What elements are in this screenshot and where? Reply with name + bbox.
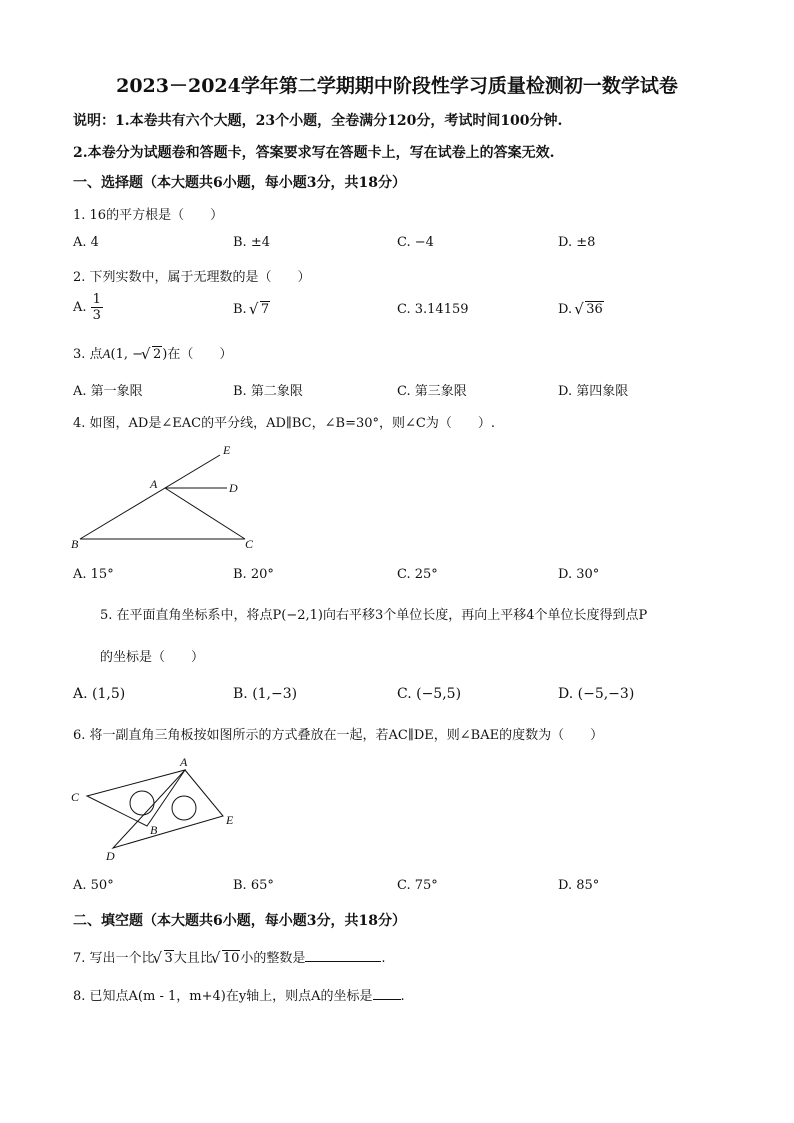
q3-option-a: A. 第一象限 (73, 384, 143, 399)
instructions-line-1: 说明：1.本卷共有六个大题，23个小题，全卷满分120分，考试时间100分钟. (73, 113, 563, 129)
q5-option-c: C. (−5,5) (397, 686, 462, 702)
triangle-set-square-1 (87, 770, 185, 826)
q4-option-b: B. 20° (233, 567, 274, 582)
q2-option-b (233, 302, 270, 317)
radicand: 10 (222, 951, 240, 966)
q8-text-end: . (400, 989, 405, 1004)
question-2-stem: 2. 下列实数中，属于无理数的是（ ） (73, 270, 311, 285)
question-5-stem-line-2: 的坐标是（ ） (100, 650, 205, 665)
instructions-line-2: 2.本卷分为试题卷和答题卡，答案要求写在答题卡上，写在试卷上的答案无效. (73, 145, 555, 161)
q7-text-3: 小的整数是 (240, 951, 306, 966)
label-c: C (71, 790, 80, 804)
q2-option-d (558, 302, 604, 317)
q3-option-d: D. 第四象限 (558, 384, 629, 399)
radicand: 7 (260, 302, 270, 317)
q8-text: 8. 已知点A(m - 1，m+4)在y轴上，则点A的坐标是 (73, 989, 373, 1004)
label-d: D (229, 481, 238, 495)
q2-option-c: C. 3.14159 (397, 302, 469, 317)
q4-figure (60, 440, 280, 552)
q6-figure (65, 752, 250, 864)
radicand: 2 (153, 347, 162, 362)
sqrt-symbol (251, 302, 270, 317)
label-e: E (223, 443, 231, 457)
sqrt-symbol (576, 302, 604, 317)
q3-point-name: A (102, 346, 111, 361)
hole-circle-2 (172, 796, 196, 820)
q2-option-a (73, 292, 103, 323)
q6-option-a: A. 50° (73, 878, 114, 893)
hole-circle-1 (130, 791, 154, 815)
q7-text-2: 大且比 (173, 951, 213, 966)
question-7-stem (73, 947, 386, 966)
q3-coord-open: (1, − (110, 347, 143, 362)
question-5-stem-line-1: 5. 在平面直角坐标系中，将点P(−2,1)向右平移3个单位长度，再向上平移4个单位长度得到点P (100, 608, 648, 623)
question-1-stem: 1. 16的平方根是（ ） (73, 208, 224, 223)
label-d: D (106, 849, 115, 863)
q1-option-d: D. ±8 (558, 235, 596, 250)
q2-option-a-label: A. (73, 300, 87, 315)
page-title: 2023－2024学年第二学期期中阶段性学习质量检测初一数学试卷 (116, 75, 678, 97)
sqrt-symbol (213, 951, 241, 966)
question-3-stem (73, 343, 232, 362)
sqrt-symbol (143, 347, 162, 362)
q1-option-b: B. ±4 (233, 235, 270, 250)
question-8-stem (73, 985, 405, 1004)
q3-coord-close: ) (162, 347, 168, 362)
line-a-c (165, 488, 245, 539)
q5-option-d: D. (−5,−3) (558, 686, 635, 702)
q5-option-a: A. (1,5) (73, 686, 126, 702)
section-heading-choice: 一、选择题（本大题共6小题，每小题3分，共18分） (73, 175, 406, 191)
q2-option-a-fraction (91, 292, 103, 323)
triangle-set-square-2 (113, 770, 223, 848)
q1-option-a: A. 4 (73, 235, 99, 250)
q3-stem-suffix: 在（ ） (167, 347, 233, 362)
q6-option-c: C. 75° (397, 878, 438, 893)
radicand: 36 (586, 302, 603, 317)
q2-option-b-label: B. (233, 302, 247, 317)
label-b: B (71, 537, 79, 551)
q2-option-d-label: D. (558, 302, 573, 317)
sqrt-symbol (155, 951, 174, 966)
radicand: 3 (164, 951, 173, 966)
label-a: A (150, 477, 158, 491)
q6-option-d: D. 85° (558, 878, 600, 893)
q1-option-c: C. −4 (397, 235, 434, 250)
q4-option-c: C. 25° (397, 567, 438, 582)
answer-blank (373, 987, 401, 1000)
line-b-e (80, 455, 220, 539)
fraction-numerator: 1 (92, 292, 101, 307)
label-e: E (226, 813, 234, 827)
label-a: A (180, 755, 188, 769)
q3-option-b: B. 第二象限 (233, 384, 303, 399)
q7-text-end: . (381, 951, 386, 966)
fraction-denominator: 3 (92, 308, 101, 323)
section-heading-fill-in: 二、填空题（本大题共6小题，每小题3分，共18分） (73, 913, 406, 929)
q3-option-c: C. 第三象限 (397, 384, 467, 399)
q7-text-1: 7. 写出一个比 (73, 951, 155, 966)
q4-option-a: A. 15° (73, 567, 114, 582)
label-c: C (245, 537, 254, 551)
q4-option-d: D. 30° (558, 567, 600, 582)
q3-stem-prefix: 3. 点 (73, 347, 103, 362)
q6-option-b: B. 65° (233, 878, 274, 893)
question-6-stem: 6. 将一副直角三角板按如图所示的方式叠放在一起，若AC∥DE，则∠BAE的度数为（ ） (73, 728, 604, 743)
question-4-stem: 4. 如图，AD是∠EAC的平分线，AD∥BC，∠B=30°，则∠C为（ ）. (73, 416, 495, 431)
q5-option-b: B. (1,−3) (233, 686, 298, 702)
answer-blank (305, 949, 381, 962)
label-b: B (150, 823, 158, 837)
